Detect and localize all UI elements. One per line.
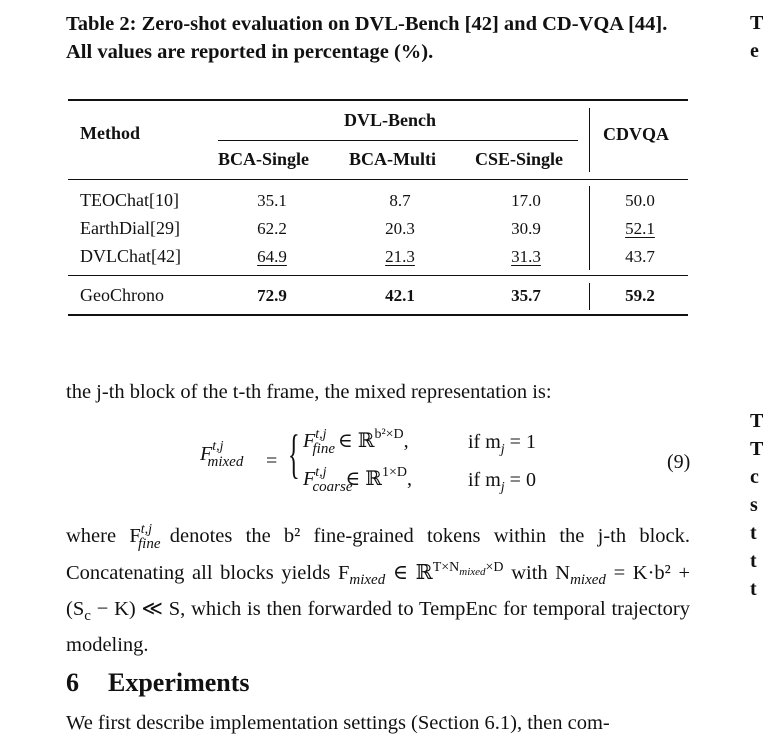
eq-lhs-sub: mixed	[207, 454, 244, 470]
concat-sup-main: T×N	[432, 560, 460, 575]
equation-case-1: F$^{t,j}_{fine}$ ∈ ℝ$^{b^2\times D}$,	[303, 427, 409, 457]
case1-sub: fine	[312, 441, 335, 457]
concat-sup-sub: mixed	[459, 565, 486, 578]
header-dvl-bench: DVL-Bench	[344, 110, 437, 130]
concat-part-5: = K·b² + (S	[66, 561, 691, 620]
eq-lhs-sup: t,j	[212, 439, 224, 454]
equation-number: (9)	[667, 451, 691, 473]
case1-cond-val: = 1	[504, 431, 536, 453]
clipped-glyph: T	[750, 410, 763, 432]
case1-cond: if m	[468, 431, 501, 453]
clipped-glyph: c	[750, 466, 759, 488]
table-separator-rule	[68, 275, 688, 276]
row-method: DVLChat[42]	[80, 246, 181, 266]
cell-value-second-best	[476, 247, 576, 267]
header-bca-multi: BCA-Multi	[349, 149, 436, 169]
header-cdvqa: CDVQA	[603, 124, 669, 144]
section-heading	[66, 668, 250, 698]
eq-lhs-base: F	[200, 443, 213, 465]
header-cse-single: CSE-Single	[475, 149, 564, 169]
case1-dim: b²×D	[374, 427, 404, 442]
table-caption: Table 2: Zero-shot evaluation on DVL-Bench [42] and CD-VQA [44]. All values are reported in percentage (%).	[66, 13, 668, 63]
cell-value-best: 59.2	[625, 286, 655, 305]
cell-value: 35.1	[257, 191, 287, 210]
n-sub: mixed	[570, 571, 606, 588]
case1-condition	[468, 431, 536, 457]
table-bottom-rule	[68, 314, 688, 316]
table-group-rule	[218, 140, 578, 141]
row-method: EarthDial[29]	[80, 218, 180, 238]
cell-value-best: 42.1	[385, 286, 415, 305]
cell-value-second-best	[590, 219, 690, 239]
case2-cond-val: = 0	[504, 469, 536, 491]
section-title: Experiments	[108, 668, 250, 697]
cell-value-best: 72.9	[257, 286, 287, 305]
case1-cond-sub: j	[500, 442, 505, 457]
equation-case-2: F$^{t,j}_{coarse}$ ∈ ℝ$^{1\times D}$,	[303, 465, 412, 495]
concat-sup-end: ×D	[485, 560, 504, 575]
cell-value: 17.0	[511, 191, 541, 210]
cell-value-second-best	[350, 247, 450, 267]
body-paragraph: We first describe implementation settings (Section 6.1), then com-	[66, 712, 610, 734]
concat-part-6: − K) ≪ S, which is then forwarded to TempEnc for temporal trajectory modeling.	[66, 597, 690, 657]
cell-value-text: 52.1	[625, 219, 655, 238]
header-bca-single: BCA-Single	[218, 149, 310, 169]
cell-value: 50.0	[625, 191, 655, 210]
case2-sup: t,j	[315, 465, 327, 480]
row-method-ours: GeoChrono	[80, 285, 164, 305]
equals-sign: =	[266, 450, 278, 472]
concat-sub: mixed	[349, 571, 386, 588]
case2-cond: if m	[468, 469, 501, 491]
cell-value: 20.3	[385, 219, 415, 238]
where-part-2: denotes the b² fine-grained tokens within the j-th block. Concatenating all blocks yields F	[66, 525, 691, 584]
concat-part-4: with N	[503, 561, 571, 584]
cell-value-text: 64.9	[257, 247, 287, 266]
where-part-1: where F	[66, 525, 141, 547]
table-header-rule	[68, 179, 688, 180]
case2-base: F	[303, 468, 316, 490]
clipped-glyph: t	[750, 578, 757, 600]
case2-condition	[468, 469, 536, 495]
cell-value-text: 21.3	[385, 247, 415, 266]
cell-value-second-best	[222, 247, 322, 267]
s-sub: c	[84, 608, 91, 625]
case2-set: ∈ ℝ	[345, 468, 382, 490]
case2-cond-sub: j	[500, 480, 505, 495]
case1-base: F	[303, 430, 316, 452]
where-sup: t,j	[140, 522, 153, 537]
concat-sup	[432, 560, 504, 578]
concat-part-3: ∈ ℝ	[385, 561, 433, 584]
section-number: 6	[66, 668, 79, 697]
left-brace: {	[288, 424, 300, 484]
equation-lhs	[200, 439, 259, 470]
case2-dim: 1×D	[381, 465, 407, 480]
case1-set: ∈ ℝ	[338, 430, 375, 452]
where-paragraph	[66, 522, 690, 660]
clipped-glyph: s	[750, 494, 758, 516]
clipped-glyph: t	[750, 522, 757, 544]
cell-value: 30.9	[511, 219, 541, 238]
cell-value-text: 31.3	[511, 247, 541, 266]
clipped-glyph: T	[750, 12, 763, 34]
left-column	[66, 10, 690, 66]
row-method: TEOChat[10]	[80, 190, 179, 210]
clipped-glyph: e	[750, 40, 759, 62]
right-column-clipped	[750, 0, 763, 746]
header-method: Method	[80, 123, 140, 143]
clipped-glyph: t	[750, 550, 757, 572]
cell-value-best: 35.7	[511, 286, 541, 305]
cell-value: 43.7	[625, 247, 655, 266]
intro-paragraph: the j-th block of the t-th frame, the mixed representation is:	[66, 381, 552, 403]
case1-sup: t,j	[315, 427, 327, 442]
case2-sub: coarse	[312, 479, 353, 495]
table-vertical-rule-header	[589, 108, 590, 172]
cell-value: 8.7	[389, 191, 411, 210]
table-top-rule	[68, 99, 688, 101]
clipped-glyph: T	[750, 438, 763, 460]
cell-value: 62.2	[257, 219, 287, 238]
where-sub: fine	[138, 536, 161, 552]
